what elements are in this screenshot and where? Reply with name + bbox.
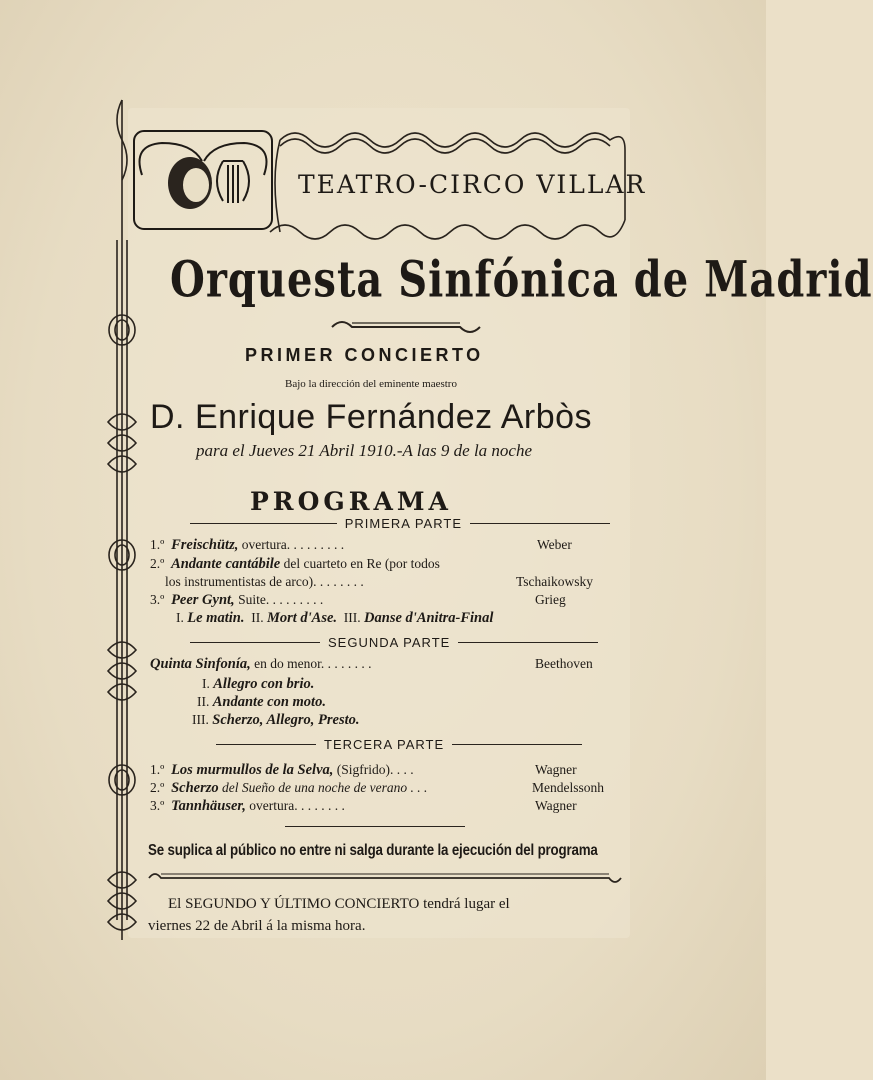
program-item: 1.º Los murmullos de la Selva, (Sigfrido). . . . bbox=[150, 762, 414, 778]
movement-list: I. Le matin. II. Mort d'Ase. III. Danse d'Anitra-Final bbox=[176, 610, 494, 626]
composer-name: Wagner bbox=[535, 762, 577, 777]
footer-flourish bbox=[145, 868, 625, 888]
program-item: Quinta Sinfonía, en do menor. . . . . . . . bbox=[150, 656, 372, 672]
orchestra-title: Orquesta Sinfónica de Madrid bbox=[170, 250, 873, 309]
program-item: los instrumentistas de arco). . . . . . . . bbox=[165, 574, 364, 589]
theatre-name: TEATRO-CIRCO VILLAR bbox=[298, 170, 647, 199]
program-item: 2.º Andante cantábile del cuarteto en Re (por todos bbox=[150, 556, 440, 572]
composer-name: Weber bbox=[537, 537, 572, 552]
composer-name: Grieg bbox=[535, 592, 566, 607]
program-item: 1.º Freischütz, overtura. . . . . . . . . bbox=[150, 537, 345, 553]
part-2-heading: SEGUNDA PARTE bbox=[150, 635, 610, 650]
movement: I. Allegro con brio. bbox=[202, 676, 315, 692]
movement: III. Scherzo, Allegro, Presto. bbox=[192, 712, 360, 728]
footer-line-1: El SEGUNDO Y ÚLTIMO CONCIERTO tendrá lugar el bbox=[168, 896, 510, 912]
composer-name: Wagner bbox=[535, 798, 577, 813]
direction-line: Bajo la dirección del eminente maestro bbox=[285, 378, 457, 390]
divider bbox=[285, 826, 465, 827]
part-3-heading: TERCERA PARTE bbox=[150, 737, 610, 752]
movement: II. Andante con moto. bbox=[197, 694, 326, 710]
conductor-name: D. Enrique Fernández Arbòs bbox=[150, 398, 593, 436]
notice-line: Se suplica al público no entre ni salga durante la ejecución del programa bbox=[148, 842, 598, 859]
date-line: para el Jueves 21 Abril 1910.-A las 9 de la noche bbox=[196, 441, 533, 460]
program-item: 2.º Scherzo del Sueño de una noche de verano . . . bbox=[150, 780, 428, 796]
composer-name: Mendelssonh bbox=[532, 780, 604, 795]
program-heading: PROGRAMA bbox=[250, 487, 452, 516]
composer-name: Beethoven bbox=[535, 656, 593, 671]
title-flourish bbox=[326, 315, 486, 337]
concert-number: PRIMER CONCIERTO bbox=[245, 345, 484, 365]
footer-line-2: viernes 22 de Abril á la misma hora. bbox=[148, 918, 366, 934]
composer-name: Tschaikowsky bbox=[516, 574, 594, 589]
program-item: 3.º Peer Gynt, Suite. . . . . . . . . bbox=[150, 592, 324, 608]
part-1-heading: PRIMERA PARTE bbox=[150, 516, 610, 531]
program-item: 3.º Tannhäuser, overtura. . . . . . . . bbox=[150, 798, 345, 814]
